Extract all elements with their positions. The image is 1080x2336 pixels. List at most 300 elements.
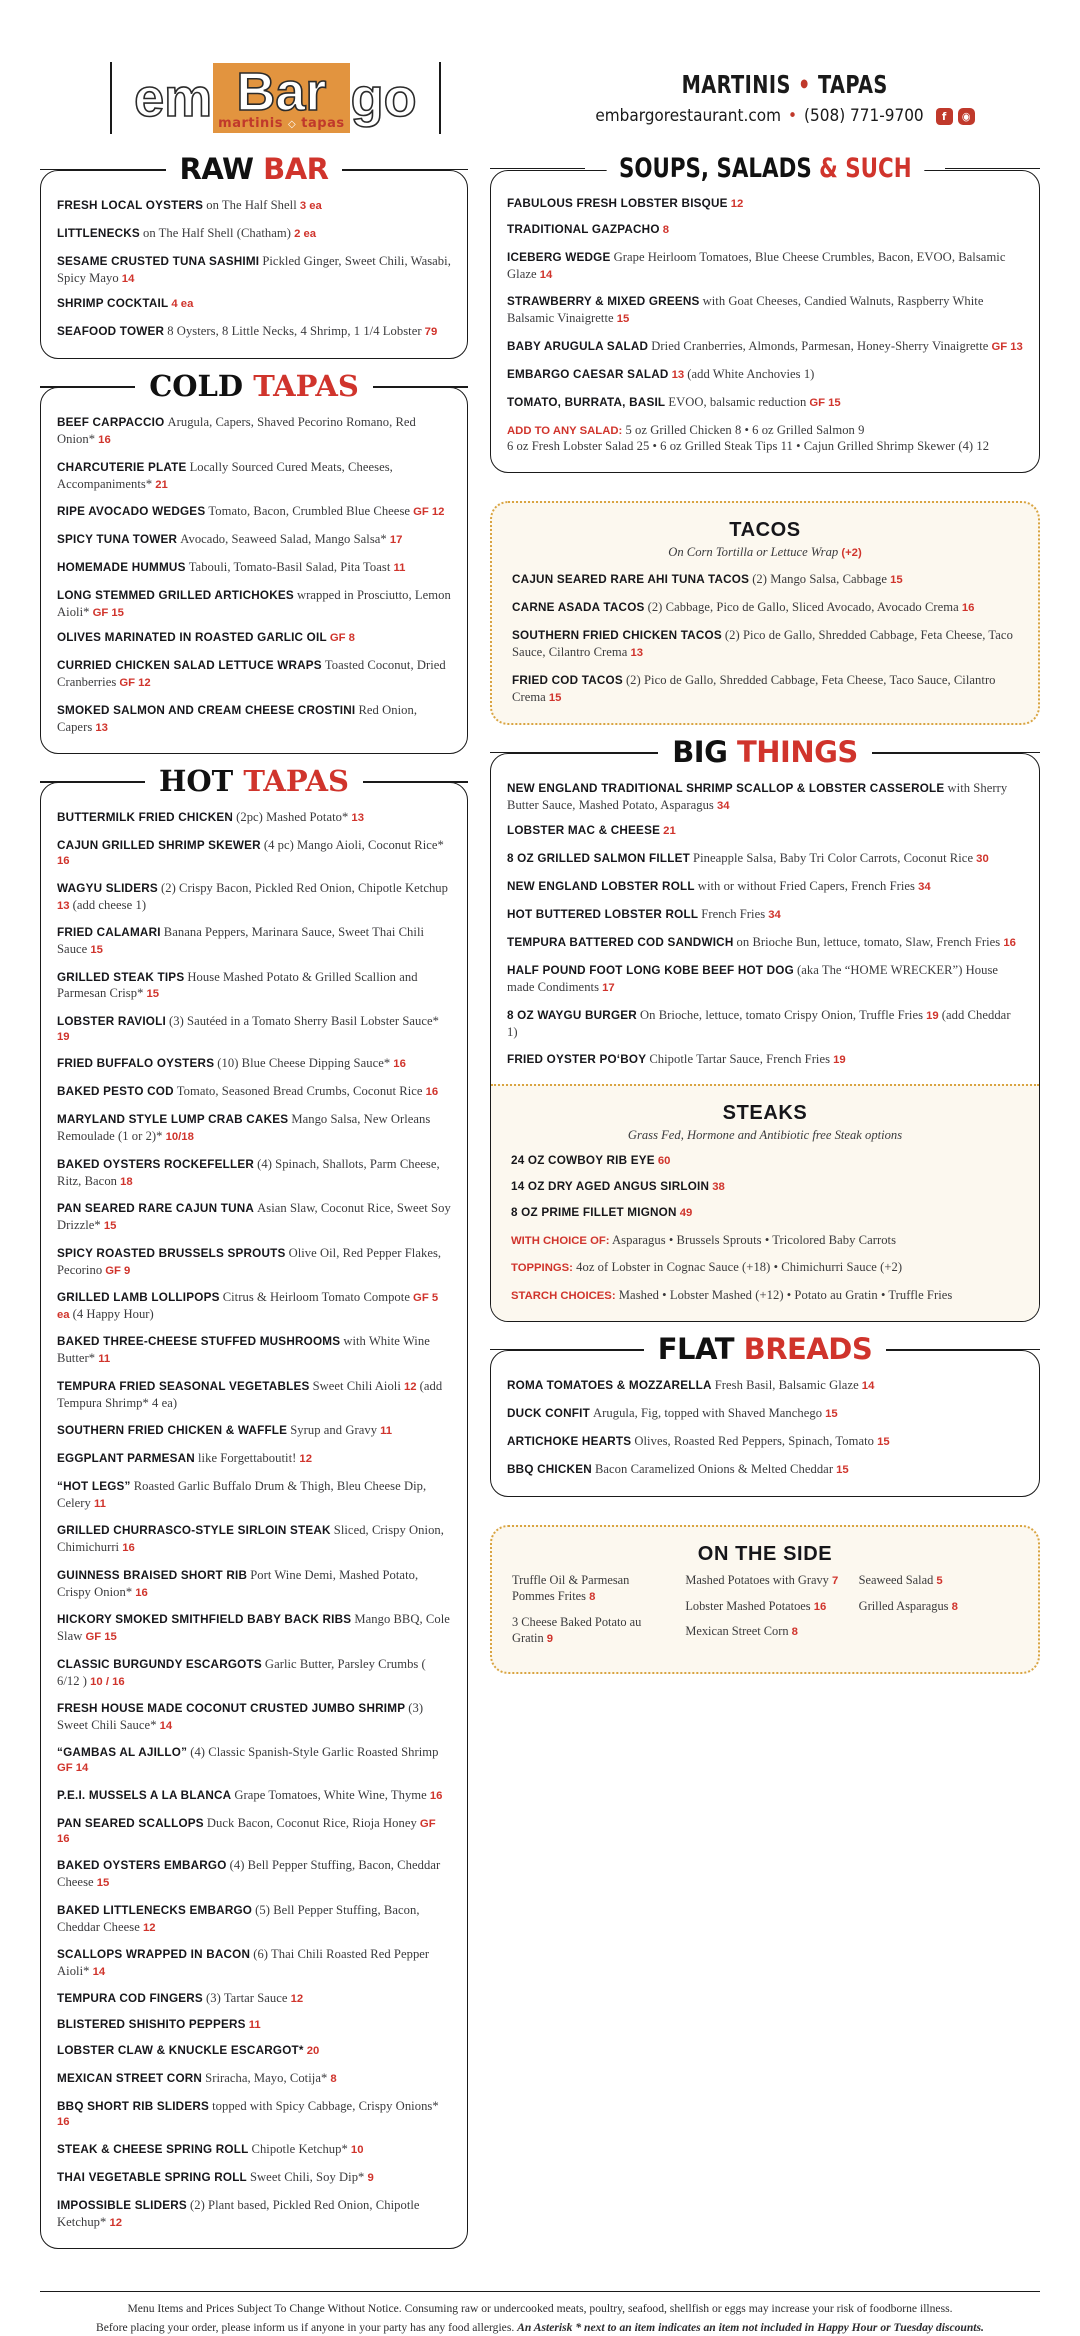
item-description: Red Onion, Capers <box>57 702 418 734</box>
section-body <box>40 170 468 359</box>
item-name: IMPOSSIBLE SLIDERS <box>57 2198 187 2212</box>
menu-item <box>57 2098 451 2129</box>
tagline-tapas: TAPAS <box>818 70 889 99</box>
item-name: “HOT LEGS” <box>57 1479 131 1493</box>
side-item-price: 8 <box>951 1600 958 1613</box>
section-title-accent: TAPAS <box>253 369 359 404</box>
section-body <box>40 782 468 2249</box>
side-item-price: 8 <box>589 1591 596 1604</box>
item-price: 5 ea <box>57 1291 439 1321</box>
item-price: 13 <box>1010 340 1023 353</box>
item-price: 10/18 <box>165 1131 194 1144</box>
section-body <box>490 753 1040 1322</box>
item-price: 10 <box>350 2143 364 2156</box>
logo-em-text: em <box>134 67 213 128</box>
item-name: STRAWBERRY & MIXED GREENS <box>507 295 700 309</box>
side-item: Mexican Street Corn 8 <box>685 1624 798 1639</box>
gluten-free-badge: GF <box>105 1264 121 1277</box>
gluten-free-badge: GF <box>413 506 429 519</box>
item-description: with or without Fried Capers, French Fries <box>697 879 916 894</box>
tagline-martinis: MARTINIS <box>681 70 792 99</box>
side-item: Truffle Oil & Parmesan Pommes Frites 8 <box>512 1572 630 1604</box>
item-name: FRESH LOCAL OYSTERS <box>57 199 204 212</box>
menu-item <box>57 1522 451 1555</box>
item-description: (4) Bell Pepper Stuffing, Bacon, Cheddar Cheese <box>57 1858 441 1890</box>
item-price: 13 <box>57 899 70 912</box>
item-price: 9 <box>367 2171 374 2184</box>
item-description: Bacon Caramelized Onions & Melted Cheddar <box>594 1461 834 1476</box>
item-description: Arugula, Fig, topped with Shaved Manchego <box>593 1406 823 1420</box>
item-price: 21 <box>155 478 168 491</box>
callout-steaks <box>491 1084 1039 1321</box>
item-price: 49 <box>679 1206 693 1219</box>
facebook-icon[interactable]: f <box>936 108 953 125</box>
menu-item <box>507 878 1023 895</box>
item-price: 8 <box>348 632 355 645</box>
menu-item <box>57 1700 451 1733</box>
item-description: Locally Sourced Cured Meats, Cheeses, Accompaniments* <box>57 459 393 491</box>
item-name: LOBSTER CLAW & KNUCKLE ESCARGOT* <box>57 2044 304 2058</box>
left-sections-host <box>40 152 468 2249</box>
item-name: SOUTHERN FRIED CHICKEN TACOS <box>512 629 722 643</box>
steak-option-row <box>511 1287 1019 1303</box>
item-name: SOUTHERN FRIED CHICKEN & WAFFLE <box>57 1423 288 1437</box>
side-grid <box>512 1572 1018 1656</box>
item-price: 13 <box>630 647 644 660</box>
item-price: 16 <box>57 1832 70 1845</box>
item-description: (2) Cabbage, Pico de Gallo, Sliced Avocado, Avocado Crema <box>647 600 959 615</box>
item-name: HOT BUTTERED LOBSTER ROLL <box>507 908 699 922</box>
item-name: FRIED BUFFALO OYSTERS <box>57 1057 215 1071</box>
menu-item <box>507 1377 1023 1394</box>
menu-item <box>57 1333 451 1366</box>
item-name: FABULOUS FRESH LOBSTER BISQUE <box>507 197 728 210</box>
item-name: SCALLOPS WRAPPED IN BACON <box>57 1948 251 1962</box>
logo-bar-block <box>213 63 349 133</box>
section-title-accent: BREADS <box>743 1332 873 1367</box>
item-price: 14 <box>75 1762 89 1775</box>
section-title-accent: TAPAS <box>243 764 349 799</box>
item-description: (3) Sweet Chili Sauce* <box>57 1700 424 1732</box>
item-description: (4) Classic Spanish-Style Garlic Roasted Shrimp <box>190 1745 439 1760</box>
item-name: GUINNESS BRAISED SHORT RIB <box>57 1568 248 1582</box>
item-name: BAKED LITTLENECKS EMBARGO <box>57 1903 253 1917</box>
item-price: 16 <box>122 1542 135 1555</box>
item-price: 19 <box>833 1053 846 1066</box>
left-column <box>40 152 468 2277</box>
callout-title: STEAKS <box>722 1101 808 1124</box>
menu-item <box>57 1289 451 1322</box>
item-price: 15 <box>828 396 841 409</box>
item-description: (2) Pico de Gallo, Shredded Cabbage, Feta Cheese, Taco Sauce, Cilantro Crema <box>512 628 1013 660</box>
menu-item <box>57 1245 451 1278</box>
item-description: Grape Heirloom Tomatoes, Blue Cheese Crumbles, Bacon, EVOO, Balsamic Glaze <box>507 249 1006 281</box>
item-description: Olive Oil, Red Pepper Flakes, Pecorino <box>57 1245 442 1277</box>
logo-lockup <box>105 62 445 134</box>
item-price: 38 <box>712 1180 725 1193</box>
side-item-price: 16 <box>813 1600 827 1613</box>
item-price: 14 <box>861 1380 875 1393</box>
menu-item <box>512 627 1018 660</box>
item-name: CHARCUTERIE PLATE <box>57 460 187 474</box>
item-name: CLASSIC BURGUNDY ESCARGOTS <box>57 1657 262 1671</box>
item-name: SPICY ROASTED BRUSSELS SPROUTS <box>57 1246 286 1260</box>
steak-option-text: Mashed • Lobster Mashed (+12) • Potato au Gratin • Truffle Fries <box>615 1287 953 1302</box>
item-price: 19 <box>57 1030 70 1043</box>
gluten-free-badge: GF <box>809 396 826 409</box>
item-price: 8 <box>662 223 670 236</box>
item-name: BEEF CARPACCIO <box>57 416 165 430</box>
item-description: with White Wine Butter* <box>57 1334 430 1366</box>
item-description: House Mashed Potato & Grilled Scallion and Parmesan Crisp* <box>57 969 418 1001</box>
section-title-accent: & SUCH <box>818 153 912 184</box>
menu-item <box>57 657 451 690</box>
section-title-primary: HOT <box>159 764 234 799</box>
section-flatbreads <box>490 1332 1040 1497</box>
menu-item <box>57 2169 451 2186</box>
item-price: 19 <box>926 1009 939 1022</box>
section-body <box>40 387 468 754</box>
menu-item <box>507 906 1023 923</box>
item-note: (add Tempura Shrimp* 4 ea) <box>57 1378 443 1410</box>
item-description: (3) Sautéed in a Tomato Sherry Basil Lobster Sauce* <box>168 1013 440 1028</box>
item-description: Sweet Chili, Soy Dip* <box>249 2169 365 2184</box>
item-description: Pineapple Salsa, Baby Tri Color Carrots, Coconut Rice <box>693 851 974 866</box>
section-body <box>490 1350 1040 1497</box>
item-price: 17 <box>389 534 403 547</box>
item-price: 11 <box>93 1497 106 1510</box>
item-name: GRILLED CHURRASCO-STYLE SIRLOIN STEAK <box>57 1524 331 1538</box>
item-name: MARYLAND STYLE LUMP CRAB CAKES <box>57 1113 289 1127</box>
item-description: (6) Thai Chili Roasted Red Pepper Aioli* <box>57 1947 430 1978</box>
item-description: 8 Oysters, 8 Little Necks, 4 Shrimp, 1 1/4 Lobster <box>167 324 422 339</box>
item-description: Fresh Basil, Balsamic Glaze <box>714 1378 859 1393</box>
section-title-primary: RAW <box>179 152 254 186</box>
contact-separator: • <box>788 106 798 126</box>
section-cold-tapas <box>40 369 468 754</box>
section-title-accent: THINGS <box>737 735 858 770</box>
menu-item <box>507 1461 1023 1478</box>
item-price: 12 <box>403 1380 417 1393</box>
menu-item <box>57 225 451 242</box>
item-name: LONG STEMMED GRILLED ARTICHOKES <box>57 589 294 603</box>
menu-item <box>507 394 1023 411</box>
menu-item <box>512 571 1018 588</box>
item-name: GRILLED LAMB LOLLIPOPS <box>57 1290 220 1304</box>
item-description: topped with Spicy Cabbage, Crispy Onions* <box>212 2099 439 2114</box>
item-description: wrapped in Prosciutto, Lemon Aioli* <box>57 588 451 620</box>
menu-item <box>57 1055 451 1072</box>
item-name: BBQ SHORT RIB SLIDERS <box>57 2100 210 2114</box>
menu-item <box>57 1611 451 1644</box>
section-title-primary: FLAT <box>657 1332 734 1367</box>
menu-item <box>57 1013 451 1044</box>
menu-item <box>57 323 451 340</box>
item-price: 34 <box>768 909 781 922</box>
item-price: 11 <box>380 1424 393 1437</box>
menu-item <box>57 1156 451 1189</box>
item-description: Grape Tomatoes, White Wine, Thyme <box>234 1787 427 1802</box>
item-price: 16 <box>961 602 975 615</box>
page-header <box>0 0 1080 134</box>
menu-item <box>57 1902 451 1935</box>
item-description: EVOO, balsamic reduction <box>668 394 807 409</box>
item-price: 11 <box>393 562 406 575</box>
item-price: 15 <box>877 1435 890 1448</box>
item-description: Avocado, Seaweed Salad, Mango Salsa* <box>180 532 387 547</box>
menu-columns <box>0 152 1080 2277</box>
callout-tacos <box>490 501 1040 725</box>
item-price: 11 <box>98 1353 111 1366</box>
menu-item <box>57 531 451 548</box>
item-price: 15 <box>890 574 903 587</box>
item-price: 2 ea <box>294 227 317 240</box>
item-price: 15 <box>836 1463 849 1476</box>
callout-on-the-side <box>490 1525 1040 1674</box>
side-column <box>685 1572 844 1656</box>
item-description: (2) Mango Salsa, Cabbage <box>752 572 887 587</box>
steak-option-label: WITH CHOICE OF: <box>511 1234 610 1247</box>
item-description: Sriracha, Mayo, Cotija* <box>205 2071 328 2086</box>
item-name: P.E.I. MUSSELS A LA BLANCA <box>57 1788 232 1802</box>
item-description: Citrus & Heirloom Tomato Compote <box>222 1289 410 1304</box>
menu-item <box>57 1478 451 1511</box>
item-name: BBQ CHICKEN <box>507 1462 592 1476</box>
menu-item <box>507 366 1023 383</box>
menu-item <box>57 1787 451 1804</box>
menu-item <box>57 1946 451 1979</box>
steak-option-text: Asparagus • Brussels Sprouts • Tricolored Baby Carrots <box>609 1232 897 1247</box>
item-name: TEMPURA BATTERED COD SANDWICH <box>507 936 734 950</box>
item-description: on The Half Shell (Chatham) <box>143 225 292 240</box>
item-description: (2) Pico de Gallo, Shredded Cabbage, Feta Cheese, Taco Sauce, Cilantro Crema <box>512 672 996 704</box>
item-price: 15 <box>90 944 103 957</box>
item-name: FRIED OYSTER PO‘BOY <box>507 1052 647 1066</box>
gluten-free-badge: GF <box>419 1817 436 1830</box>
item-description: with Sherry Butter Sauce, Mashed Potato, Asparagus <box>507 781 1008 812</box>
callout-subtitle: On Corn Tortilla or Lettuce Wrap (+2) <box>668 545 862 560</box>
item-price: 15 <box>104 1631 117 1644</box>
side-item: Lobster Mashed Potatoes 16 <box>685 1598 827 1613</box>
item-price: 15 <box>146 988 160 1001</box>
menu-item <box>507 934 1023 951</box>
menu-item <box>57 1857 451 1890</box>
item-description: Syrup and Gravy <box>290 1422 378 1437</box>
menu-item <box>57 837 451 868</box>
side-item-price: 9 <box>546 1632 554 1645</box>
item-name: FRIED CALAMARI <box>57 926 161 940</box>
menu-item <box>57 969 451 1002</box>
item-description: (2pc) Mashed Potato* <box>236 810 349 825</box>
item-price: 16 <box>393 1058 406 1071</box>
menu-item <box>57 1990 451 2007</box>
section-hot-tapas <box>40 764 468 2249</box>
item-name: PAN SEARED SCALLOPS <box>57 1816 204 1830</box>
item-name: HICKORY SMOKED SMITHFIELD BABY BACK RIBS <box>57 1613 352 1627</box>
menu-item <box>57 1378 451 1411</box>
item-price: 12 <box>109 2216 123 2229</box>
item-description: Duck Bacon, Coconut Rice, Rioja Honey <box>206 1815 417 1830</box>
menu-item <box>57 2044 451 2059</box>
item-name: 8 OZ WAYGU BURGER <box>507 1008 637 1022</box>
salad-addons <box>507 422 1023 455</box>
item-name: BAKED OYSTERS ROCKEFELLER <box>57 1157 255 1171</box>
section-soups-salads <box>490 153 1040 473</box>
footer-line-2 <box>40 2320 1040 2336</box>
item-description: Tabouli, Tomato-Basil Salad, Pita Toast <box>188 560 391 575</box>
menu-item <box>57 1815 451 1846</box>
item-name: BAKED OYSTERS EMBARGO <box>57 1859 227 1873</box>
section-title-primary: BIG <box>672 735 728 770</box>
menu-item <box>57 197 451 214</box>
gluten-free-badge: GF <box>413 1291 429 1304</box>
menu-item <box>57 1450 451 1467</box>
item-name: SESAME CRUSTED TUNA SASHIMI <box>57 254 260 268</box>
item-price: 12 <box>142 1921 156 1934</box>
side-column <box>512 1572 671 1656</box>
item-description: Garlic Butter, Parsley Crumbs ( 6/12 ) <box>57 1656 426 1688</box>
addon-label: ADD TO ANY SALAD: <box>507 424 623 437</box>
menu-item <box>507 197 1023 212</box>
item-description: Roasted Garlic Buffalo Drum & Thigh, Bleu Cheese Dip, Celery <box>57 1478 427 1510</box>
item-description: (3) Tartar Sauce <box>206 1991 288 2006</box>
item-name: 24 OZ COWBOY RIB EYE <box>511 1153 655 1167</box>
contact-line <box>595 106 974 126</box>
item-price: 16 <box>98 434 111 447</box>
item-description: (4 pc) Mango Aioli, Coconut Rice* <box>263 838 444 853</box>
gluten-free-badge: GF <box>57 1762 73 1775</box>
item-description: (5) Bell Pepper Stuffing, Bacon, Cheddar Cheese <box>57 1902 420 1934</box>
right-column <box>490 153 1040 1702</box>
item-note: (add cheese 1) <box>72 897 147 912</box>
logo-sub-martinis: martinis <box>218 116 284 132</box>
section-raw-bar <box>40 152 468 359</box>
gluten-free-badge: GF <box>991 340 1008 353</box>
website-link[interactable]: embargorestaurant.com <box>595 106 782 126</box>
item-description: on The Half Shell <box>206 198 297 212</box>
item-name: SHRIMP COCKTAIL <box>57 297 169 311</box>
menu-item <box>57 559 451 576</box>
item-price: 15 <box>825 1408 838 1420</box>
item-name: LOBSTER RAVIOLI <box>57 1014 166 1028</box>
item-name: NEW ENGLAND TRADITIONAL SHRIMP SCALLOP & LOBSTER CASSEROLE <box>507 782 945 796</box>
item-price: 12 <box>730 198 744 210</box>
item-description: Mango Salsa, New Orleans Remoulade (1 or 2)* <box>57 1112 431 1144</box>
side-item: Mashed Potatoes with Gravy 7 <box>685 1572 839 1587</box>
item-name: 8 OZ PRIME FILLET MIGNON <box>511 1205 677 1219</box>
item-price: 13 <box>351 812 364 825</box>
callout-title: TACOS <box>729 519 801 542</box>
item-price: 16 <box>57 2116 70 2129</box>
item-description: Port Wine Demi, Mashed Potato, Crispy Onion* <box>57 1567 419 1599</box>
item-price: 14 <box>539 268 553 281</box>
item-price: 16 <box>1003 937 1016 950</box>
item-description: like Forgettaboutit! <box>198 1450 297 1465</box>
item-name: ICEBERG WEDGE <box>507 250 611 264</box>
item-price: 13 <box>671 368 685 381</box>
item-name: LOBSTER MAC & CHEESE <box>507 824 661 838</box>
item-description: Chipotle Tartar Sauce, French Fries <box>649 1051 831 1066</box>
side-item-price: 7 <box>831 1574 839 1587</box>
item-name: 14 OZ DRY AGED ANGUS SIRLOIN <box>511 1179 710 1193</box>
item-price: 15 <box>103 1220 117 1233</box>
item-name: LITTLENECKS <box>57 226 140 240</box>
menu-item <box>57 297 451 312</box>
addon-line-1: 5 oz Grilled Chicken 8 • 6 oz Grilled Salmon 9 <box>622 422 865 437</box>
item-price: 14 <box>159 1719 173 1732</box>
menu-item <box>507 962 1023 995</box>
item-description: Banana Peppers, Marinara Sauce, Sweet Thai Chili Sauce <box>57 925 425 957</box>
side-item: Grilled Asparagus 8 <box>858 1598 958 1613</box>
menu-item <box>57 1744 451 1775</box>
item-name: SMOKED SALMON AND CREAM CHEESE CROSTINI <box>57 703 356 717</box>
diamond-icon: ◇ <box>288 119 297 131</box>
item-name: CAJUN SEARED RARE AHI TUNA TACOS <box>512 573 750 587</box>
right-sections-host <box>490 153 1040 1674</box>
item-price: 10 / 16 <box>90 1675 125 1688</box>
item-description: Arugula, Capers, Shaved Pecorino Romano, Red Onion* <box>57 415 416 447</box>
item-price: 12 <box>138 677 151 690</box>
phone-link[interactable]: (508) 771-9700 <box>804 106 924 126</box>
menu-item <box>507 850 1023 867</box>
item-name: DUCK CONFIT <box>507 1407 590 1420</box>
item-description: Tomato, Seasoned Bread Crumbs, Coconut Rice <box>176 1084 423 1099</box>
side-item-price: 5 <box>936 1574 943 1587</box>
item-name: FRIED COD TACOS <box>512 673 623 687</box>
menu-item <box>507 338 1023 355</box>
item-name: NEW ENGLAND LOBSTER ROLL <box>507 880 695 894</box>
item-description: Dried Cranberries, Almonds, Parmesan, Honey-Sherry Vinaigrette <box>651 338 989 353</box>
gluten-free-badge: GF <box>92 607 109 620</box>
item-price: 20 <box>306 2045 320 2058</box>
item-name: SEAFOOD TOWER <box>57 325 165 339</box>
item-description: Asian Slaw, Coconut Rice, Sweet Soy Drizzle* <box>57 1201 451 1233</box>
menu-item <box>507 1405 1023 1422</box>
side-column <box>859 1572 1018 1656</box>
item-name: CAJUN GRILLED SHRIMP SKEWER <box>57 839 261 853</box>
item-name: CURRIED CHICKEN SALAD LETTUCE WRAPS <box>57 659 322 673</box>
item-name: HOMEMADE HUMMUS <box>57 561 186 575</box>
item-description: French Fries <box>701 907 766 922</box>
item-price: 18 <box>120 1175 133 1188</box>
item-description: Toasted Coconut, Dried Cranberries <box>57 658 446 690</box>
gluten-free-badge: GF <box>85 1631 102 1644</box>
menu-item <box>507 1433 1023 1450</box>
gluten-free-badge: GF <box>119 677 136 690</box>
steak-option-row <box>511 1232 1019 1248</box>
callout-subtitle: Grass Fed, Hormone and Antibiotic free Steak options <box>627 1127 903 1142</box>
menu-item <box>57 2197 451 2230</box>
menu-item <box>57 459 451 492</box>
steak-option-row <box>511 1259 1019 1275</box>
instagram-icon[interactable]: ◉ <box>958 108 975 125</box>
menu-item <box>507 1007 1023 1040</box>
item-description: Pickled Ginger, Sweet Chili, Wasabi, Spicy Mayo <box>57 253 451 285</box>
item-price: 16 <box>135 1586 148 1599</box>
item-note: (add White Anchovies 1) <box>687 366 815 381</box>
side-item: 3 Cheese Baked Potato au Gratin 9 <box>512 1614 642 1645</box>
item-name: OLIVES MARINATED IN ROASTED GARLIC OIL <box>57 631 327 645</box>
item-price: 13 <box>95 721 108 734</box>
item-price: 16 <box>425 1086 439 1099</box>
logo-sub-tapas: tapas <box>301 116 345 132</box>
logo-go-text: go <box>350 67 417 128</box>
item-price: 21 <box>663 825 676 838</box>
menu-item <box>507 293 1023 326</box>
item-description: (10) Blue Cheese Dipping Sauce* <box>217 1056 391 1071</box>
item-name: 8 OZ GRILLED SALMON FILLET <box>507 852 690 866</box>
menu-item <box>57 2070 451 2087</box>
